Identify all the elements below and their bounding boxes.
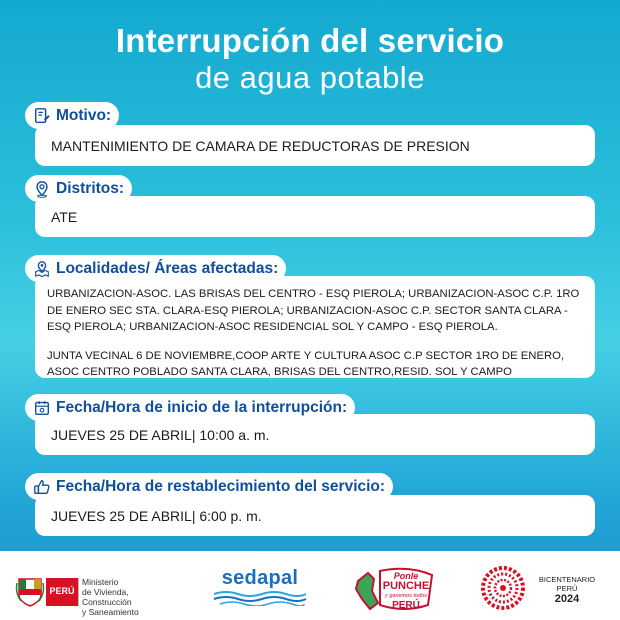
motivo-label-text: Motivo: bbox=[56, 106, 112, 124]
location-pin-icon bbox=[33, 180, 51, 198]
restablecimiento-box bbox=[35, 495, 595, 536]
ministerio-logo bbox=[15, 575, 170, 617]
ponle-line2: PUNCHE bbox=[382, 580, 430, 592]
ponle-punche-logo bbox=[352, 561, 438, 617]
ministerio-line3: y Saneamiento bbox=[82, 607, 139, 617]
ministerio-line1: Ministerio bbox=[82, 577, 119, 587]
bicentenario-logo bbox=[480, 565, 608, 611]
restablecimiento-label-text: Fecha/Hora de restablecimiento del servicio: bbox=[56, 477, 386, 495]
distritos-value: ATE bbox=[51, 208, 78, 225]
bicentenario-line3: 2024 bbox=[554, 593, 580, 605]
localidades-paragraph-1: URBANIZACION-ASOC. LAS BRISAS DEL CENTRO - ESQ PIEROLA; URBANIZACION-ASOC C.P. 1RO DE ENERO SEC STA. CLARA-ESQ PIEROLA; URBANIZACION-ASOC C.P. SECTOR SANTA CLARA - ESQ PIEROLA; URBANIZACION-ASOC RESIDENCIAL SOL Y CAMPO - ESQ PIEROLA. bbox=[47, 288, 580, 333]
sedapal-logo bbox=[212, 567, 308, 607]
localidades-label bbox=[25, 255, 286, 282]
distritos-box bbox=[35, 196, 595, 237]
bicentenario-line1: BICENTENARIO bbox=[538, 575, 596, 584]
motivo-label bbox=[25, 102, 119, 129]
restablecimiento-value: JUEVES 25 DE ABRIL| 6:00 p. m. bbox=[51, 507, 262, 524]
sedapal-wordmark: sedapal bbox=[221, 567, 299, 589]
ministerio-line2: de Vivienda, Construcción bbox=[82, 587, 132, 607]
restablecimiento-label bbox=[25, 473, 393, 500]
map-pin-icon bbox=[33, 260, 51, 278]
page-title-line1: Interrupción del servicio bbox=[115, 22, 505, 59]
thumbs-up-icon bbox=[33, 478, 51, 496]
water-waves-icon bbox=[212, 590, 308, 606]
localidades-box bbox=[35, 276, 595, 378]
distritos-label-text: Distritos: bbox=[56, 179, 125, 197]
calendar-icon bbox=[33, 399, 51, 417]
footer-logos bbox=[0, 551, 620, 620]
inicio-label bbox=[25, 394, 355, 421]
inicio-value: JUEVES 25 DE ABRIL| 10:00 a. m. bbox=[51, 426, 270, 443]
bicentenario-emblem-icon bbox=[480, 565, 526, 611]
localidades-paragraph-2: JUNTA VECINAL 6 DE NOVIEMBRE,COOP ARTE Y CULTURA ASOC C.P SECTOR 1RO DE ENERO, ASOC CENTRO POBLADO SANTA CLARA, BRISAS DEL CENTRO,RESID. SOL Y CAMPO bbox=[47, 349, 565, 378]
motivo-value: MANTENIMIENTO DE CAMARA DE REDUCTORAS DE PRESION bbox=[51, 137, 470, 154]
ponle-line1: Ponle bbox=[393, 571, 419, 581]
page-title-line2: de agua potable bbox=[195, 60, 425, 95]
document-edit-icon bbox=[33, 107, 51, 125]
motivo-box bbox=[35, 125, 595, 166]
inicio-label-text: Fecha/Hora de inicio de la interrupción: bbox=[56, 398, 348, 416]
localidades-label-text: Localidades/ Áreas afectadas: bbox=[56, 259, 279, 277]
distritos-label bbox=[25, 175, 132, 202]
ministerio-country: PERÚ bbox=[49, 586, 75, 596]
ponle-line4: PERÚ bbox=[392, 600, 420, 611]
ponle-line3: y ganemos todos bbox=[385, 593, 427, 599]
bicentenario-line2: PERÚ bbox=[556, 584, 578, 593]
